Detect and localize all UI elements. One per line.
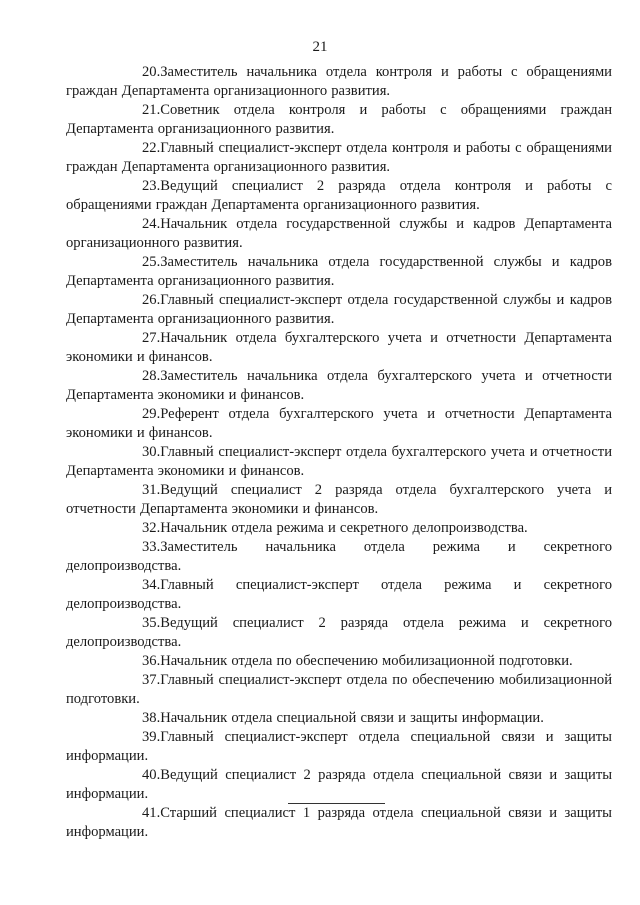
item-text: Заместитель начальника отдела государственной службы и кадров Департамента организационного развития. — [66, 254, 612, 289]
item-text: Заместитель начальника отдела бухгалтерского учета и отчетности Департамента экономики и финансов. — [66, 368, 612, 403]
item-number: 22. — [142, 140, 161, 156]
item-text: Главный специалист-эксперт отдела бухгалтерского учета и отчетности Департамента экономики и финансов. — [66, 444, 612, 479]
item-number: 38. — [142, 710, 161, 726]
item-number: 35. — [142, 615, 161, 631]
item-number: 32. — [142, 520, 161, 536]
item-text: Начальник отдела специальной связи и защиты информации. — [160, 710, 544, 726]
item-number: 31. — [142, 482, 161, 498]
item-text: Главный специалист-эксперт отдела специальной связи и защиты информации. — [66, 729, 612, 764]
item-number: 30. — [142, 444, 161, 460]
item-number: 25. — [142, 254, 161, 270]
item-number: 40. — [142, 767, 161, 783]
item-number: 24. — [142, 216, 161, 232]
list-item — [66, 538, 612, 576]
list-item — [66, 139, 612, 177]
item-number: 21. — [142, 102, 161, 118]
list-item — [66, 329, 612, 367]
item-text: Начальник отдела по обеспечению мобилизационной подготовки. — [160, 653, 573, 669]
item-text: Начальник отдела государственной службы и кадров Департамента организационного развития. — [66, 216, 612, 251]
item-number: 28. — [142, 368, 161, 384]
list-item — [66, 291, 612, 329]
list-item — [66, 177, 612, 215]
item-number: 29. — [142, 406, 161, 422]
item-text: Ведущий специалист 2 разряда отдела контроля и работы с обращениями граждан Департамента организационного развития. — [66, 178, 612, 213]
list-item — [66, 614, 612, 652]
list-item — [66, 728, 612, 766]
item-text: Референт отдела бухгалтерского учета и отчетности Департамента экономики и финансов. — [66, 406, 612, 441]
item-text: Советник отдела контроля и работы с обращениями граждан Департамента организационного развития. — [66, 102, 612, 137]
item-text: Начальник отдела бухгалтерского учета и отчетности Департамента экономики и финансов. — [66, 330, 612, 365]
item-number: 34. — [142, 577, 161, 593]
list-item — [66, 766, 612, 804]
item-number: 37. — [142, 672, 161, 688]
list-item — [66, 804, 612, 842]
list-item — [66, 709, 612, 728]
item-number: 23. — [142, 178, 161, 194]
page-number: 21 — [312, 39, 328, 55]
item-number: 33. — [142, 539, 161, 555]
item-text: Старший специалист 1 разряда отдела специальной связи и защиты информации. — [66, 805, 612, 840]
positions-list — [66, 63, 612, 842]
item-number: 39. — [142, 729, 161, 745]
list-item — [66, 671, 612, 709]
item-number: 27. — [142, 330, 161, 346]
item-number: 36. — [142, 653, 161, 669]
item-number: 41. — [142, 805, 161, 821]
item-text: Начальник отдела режима и секретного делопроизводства. — [160, 520, 528, 536]
list-item — [66, 367, 612, 405]
list-item — [66, 576, 612, 614]
item-text: Ведущий специалист 2 разряда отдела специальной связи и защиты информации. — [66, 767, 612, 802]
list-item — [66, 481, 612, 519]
item-number: 26. — [142, 292, 161, 308]
list-item — [66, 405, 612, 443]
list-item — [66, 63, 612, 101]
item-text: Главный специалист-эксперт отдела по обеспечению мобилизационной подготовки. — [66, 672, 612, 707]
list-item — [66, 215, 612, 253]
list-item — [66, 652, 612, 671]
item-text: Заместитель начальника отдела контроля и работы с обращениями граждан Департамента организационного развития. — [66, 64, 612, 99]
list-item — [66, 101, 612, 139]
item-text: Главный специалист-эксперт отдела государственной службы и кадров Департамента организационного развития. — [66, 292, 612, 327]
end-separator-line — [288, 803, 385, 804]
item-text: Главный специалист-эксперт отдела контроля и работы с обращениями граждан Департамента организационного развития. — [66, 140, 612, 175]
list-item — [66, 443, 612, 481]
list-item — [66, 519, 612, 538]
item-text: Главный специалист-эксперт отдела режима и секретного делопроизводства. — [66, 577, 612, 612]
item-number: 20. — [142, 64, 161, 80]
list-item — [66, 253, 612, 291]
item-text: Ведущий специалист 2 разряда отдела бухгалтерского учета и отчетности Департамента экономики и финансов. — [66, 482, 612, 517]
item-text: Заместитель начальника отдела режима и секретного делопроизводства. — [66, 539, 612, 574]
item-text: Ведущий специалист 2 разряда отдела режима и секретного делопроизводства. — [66, 615, 612, 650]
